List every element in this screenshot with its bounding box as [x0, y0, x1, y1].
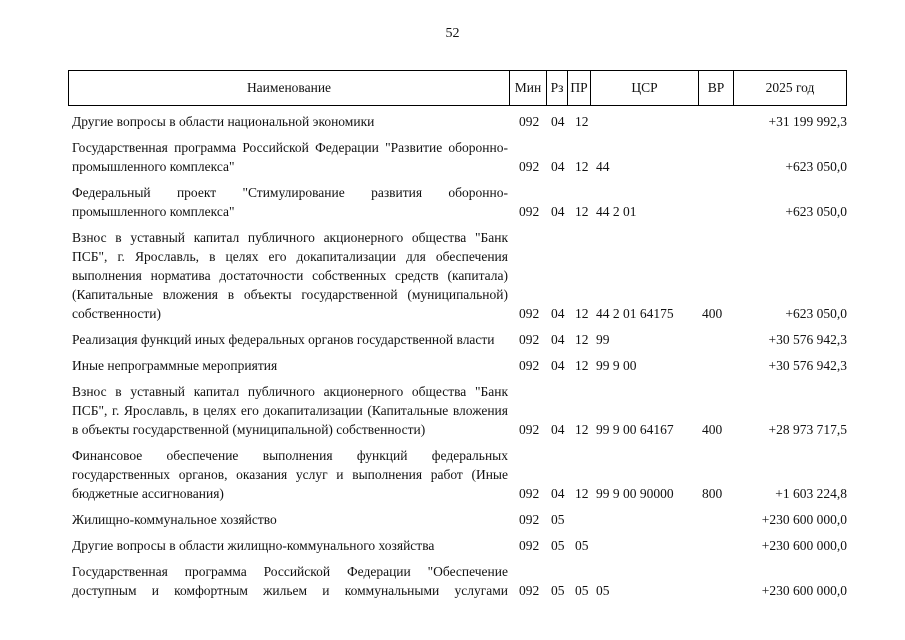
row-pr: 12: [575, 486, 589, 501]
header-min: Мин: [509, 71, 546, 105]
row-rz: 04: [551, 306, 565, 321]
row-min: 092: [519, 204, 540, 219]
row-sum: +30 576 942,3: [768, 358, 847, 373]
row-min: 092: [519, 332, 540, 347]
table-header: [68, 70, 847, 106]
row-name: Другие вопросы в области национальной экономики: [72, 114, 375, 129]
header-year: 2025 год: [733, 71, 846, 105]
row-csr: 99 9 00 64167: [596, 422, 674, 437]
row-name: Государственная программа Российской Федерации "Развитие оборонно-промышленного комплекса": [72, 140, 508, 174]
row-name: Реализация функций иных федеральных органов государственной власти: [72, 332, 495, 347]
row-name: Жилищно-коммунальное хозяйство: [72, 512, 277, 527]
row-pr: 05: [575, 538, 589, 553]
row-rz: 04: [551, 204, 565, 219]
row-name: Другие вопросы в области жилищно-коммунального хозяйства: [72, 538, 435, 553]
table-row: [0, 506, 905, 532]
row-vr: 400: [702, 422, 723, 437]
table-row: [0, 224, 905, 326]
row-rz: 04: [551, 159, 565, 174]
row-sum: +623 050,0: [785, 204, 847, 219]
row-pr: 12: [575, 159, 589, 174]
row-rz: 04: [551, 358, 565, 373]
page-number: 52: [445, 26, 460, 41]
row-pr: 12: [575, 332, 589, 347]
table-row: [0, 108, 905, 134]
row-rz: 05: [551, 538, 565, 553]
row-min: 092: [519, 583, 540, 598]
row-csr: 44 2 01: [596, 204, 637, 219]
row-rz: 04: [551, 114, 565, 129]
row-min: 092: [519, 358, 540, 373]
row-rz: 05: [551, 583, 565, 598]
header-vr: ВР: [698, 71, 733, 105]
row-pr: 12: [575, 306, 589, 321]
row-csr: 05: [596, 583, 610, 598]
row-name: Федеральный проект "Стимулирование развития оборонно-промышленного комплекса": [72, 185, 508, 219]
row-sum: +230 600 000,0: [761, 512, 847, 527]
row-vr: 400: [702, 306, 723, 321]
row-min: 092: [519, 159, 540, 174]
row-vr: 800: [702, 486, 723, 501]
table-body: [0, 108, 905, 603]
row-rz: 04: [551, 332, 565, 347]
row-min: 092: [519, 114, 540, 129]
row-min: 092: [519, 512, 540, 527]
row-pr: 12: [575, 422, 589, 437]
row-sum: +230 600 000,0: [761, 583, 847, 598]
row-csr: 99: [596, 332, 610, 347]
table-row: [0, 179, 905, 224]
row-name: Взнос в уставный капитал публичного акционерного общества "Банк ПСБ", г. Ярославль, в целях его докапитализации (Капитальные вложения в объекты государственной (муниципальной) собственности): [72, 384, 508, 437]
row-name: Взнос в уставный капитал публичного акционерного общества "Банк ПСБ", г. Ярославль, в целях его докапитализации для обеспечения выполнения норматива достаточности собственных средств (капитала) (Капитальные вложения в объекты государственной (муниципальной) собственности): [72, 230, 508, 321]
row-pr: 12: [575, 204, 589, 219]
row-sum: +230 600 000,0: [761, 538, 847, 553]
header-rz: Рз: [546, 71, 567, 105]
row-min: 092: [519, 306, 540, 321]
row-csr: 44 2 01 64175: [596, 306, 674, 321]
header-pr: ПР: [567, 71, 590, 105]
table-row: [0, 134, 905, 179]
row-name: Финансовое обеспечение выполнения функций федеральных государственных органов, оказания услуг и выполнения работ (Иные бюджетные ассигнования): [72, 448, 508, 501]
row-sum: +28 973 717,5: [768, 422, 847, 437]
row-rz: 04: [551, 422, 565, 437]
row-name: Иные непрограммные мероприятия: [72, 358, 278, 373]
row-rz: 05: [551, 512, 565, 527]
row-min: 092: [519, 538, 540, 553]
row-sum: +1 603 224,8: [775, 486, 847, 501]
row-sum: +31 199 992,3: [768, 114, 847, 129]
row-csr: 99 9 00: [596, 358, 637, 373]
row-name: Государственная программа Российской Федерации "Обеспечение доступным и комфортным жильем и коммунальными услугами: [72, 564, 508, 598]
row-sum: +623 050,0: [785, 306, 847, 321]
row-min: 092: [519, 486, 540, 501]
table-row: [0, 326, 905, 352]
table-row: [0, 558, 905, 603]
row-min: 092: [519, 422, 540, 437]
table-row: [0, 532, 905, 558]
row-sum: +623 050,0: [785, 159, 847, 174]
table-row: [0, 442, 905, 506]
row-pr: 12: [575, 358, 589, 373]
row-sum: +30 576 942,3: [768, 332, 847, 347]
header-name: Наименование: [246, 80, 332, 95]
row-csr: 44: [596, 159, 610, 174]
row-pr: 05: [575, 583, 589, 598]
header-csr: ЦСР: [590, 71, 698, 105]
table-row: [0, 352, 905, 378]
row-pr: 12: [575, 114, 589, 129]
table-row: [0, 378, 905, 442]
row-csr: 99 9 00 90000: [596, 486, 674, 501]
row-rz: 04: [551, 486, 565, 501]
